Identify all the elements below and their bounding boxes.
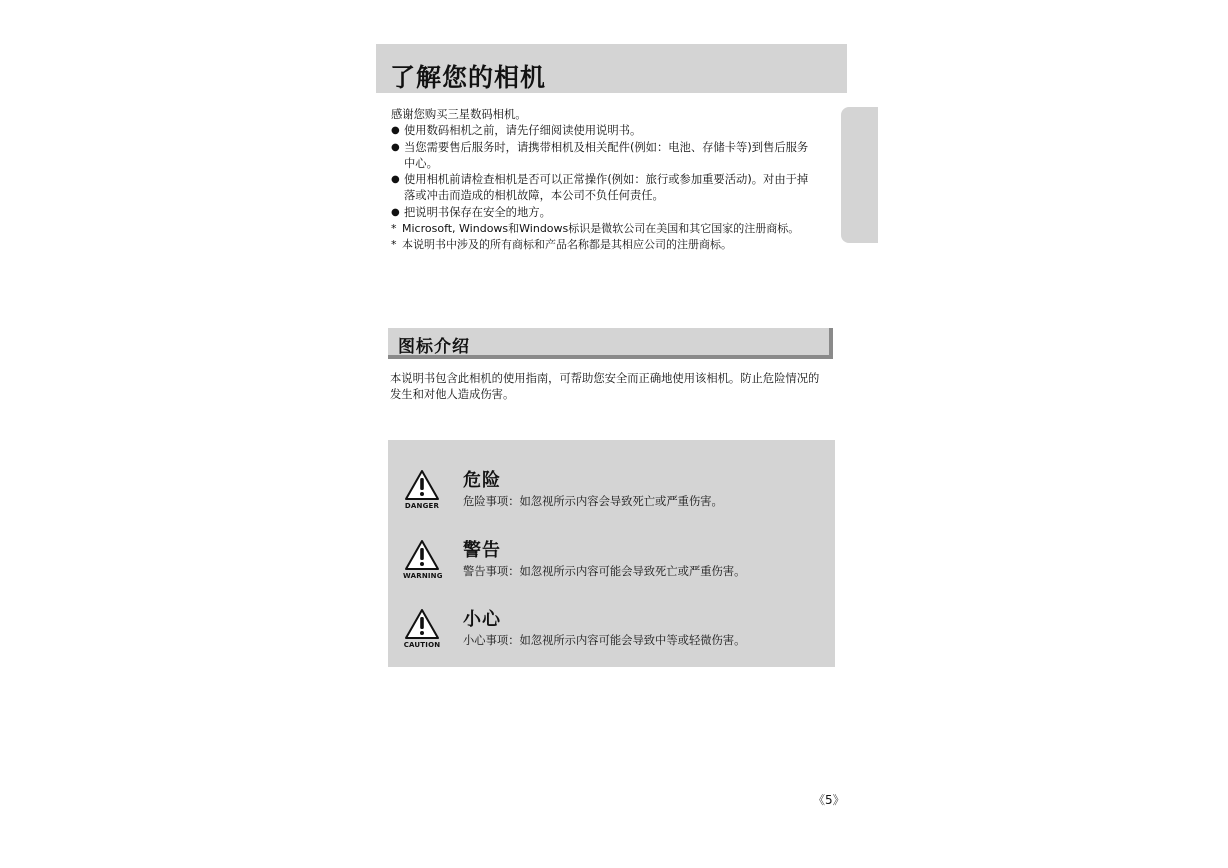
danger-caption: DANGER	[404, 502, 440, 510]
caution-description: 小心事项：如忽视所示内容可能会导致中等或轻微伤害。	[463, 634, 746, 647]
page-title-bar	[376, 44, 847, 93]
page-title: 了解您的相机	[390, 63, 547, 92]
icons-section-text	[390, 371, 838, 403]
bullet-icon: ●	[391, 206, 400, 218]
bullet-icon: ●	[391, 174, 400, 186]
bullet-item	[391, 123, 831, 139]
icons-section-heading: 图标介绍	[398, 337, 470, 357]
warning-caption: WARNING	[403, 572, 443, 580]
caution-title: 小心	[463, 609, 501, 630]
section-text-line: 本说明书包含此相机的使用指南，可帮助您安全而正确地使用该相机。防止危险情况的	[390, 372, 820, 385]
section-text-line: 发生和对他人造成伤害。	[390, 388, 515, 401]
danger-description: 危险事项：如忽视所示内容会导致死亡或严重伤害。	[463, 495, 723, 508]
danger-title: 危险	[463, 470, 501, 491]
bullet-text: 把说明书保存在安全的地方。	[404, 205, 551, 219]
bullet-text: 使用数码相机之前，请先仔细阅读使用说明书。	[404, 124, 642, 138]
note-text: Microsoft, Windows和Windows标识是微软公司在美国和其它国家的注册商标。	[402, 222, 800, 236]
warning-triangle-icon	[403, 539, 441, 580]
bullet-icon: ●	[391, 141, 400, 153]
danger-item	[388, 469, 835, 529]
page-number: 《5》	[813, 793, 845, 807]
caution-item	[388, 608, 835, 668]
bullet-icon: ●	[391, 125, 400, 137]
warning-item	[388, 539, 835, 599]
bullet-text: 当您需要售后服务时，请携带相机及相关配件(例如：电池、存储卡等)到售后服务	[404, 140, 809, 154]
note-text: 本说明书中涉及的所有商标和产品名称都是其相应公司的注册商标。	[402, 238, 732, 252]
bullet-text-cont: 落或冲击而造成的相机故障，本公司不负任何责任。	[404, 189, 664, 203]
intro-lead: 感谢您购买三星数码相机。	[391, 108, 527, 121]
chapter-side-tab	[841, 107, 878, 243]
caution-triangle-icon	[403, 608, 441, 649]
trademark-note	[391, 237, 831, 253]
trademark-note	[391, 221, 831, 237]
warning-description: 警告事项：如忽视所示内容可能会导致死亡或严重伤害。	[463, 565, 746, 578]
bullet-item	[391, 172, 831, 205]
intro-block	[391, 107, 831, 254]
warning-title: 警告	[463, 540, 501, 561]
bullet-item	[391, 140, 831, 173]
warning-legend-box	[388, 440, 835, 667]
bullet-text-cont: 中心。	[404, 156, 438, 170]
caution-caption: CAUTION	[403, 641, 441, 649]
bullet-text: 使用相机前请检查相机是否可以正常操作(例如：旅行或参加重要活动)。对由于掉	[404, 173, 809, 187]
bullet-item	[391, 205, 831, 221]
icons-section-heading-bar	[388, 328, 833, 359]
danger-triangle-icon	[403, 469, 441, 510]
asterisk-icon: *	[391, 238, 397, 252]
asterisk-icon: *	[391, 222, 397, 236]
